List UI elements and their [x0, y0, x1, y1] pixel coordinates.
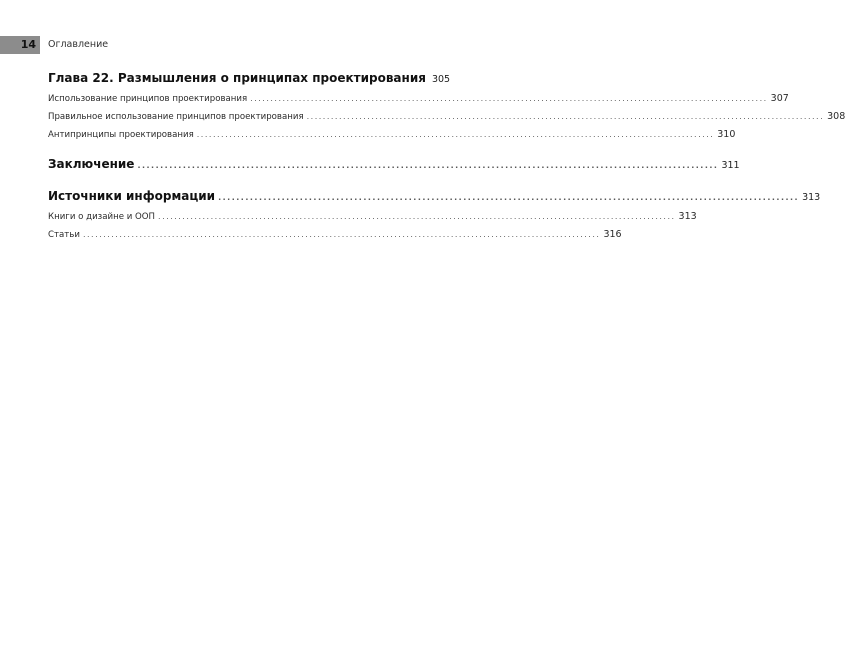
toc-entry-page: 308 — [827, 111, 845, 122]
toc-section[interactable] — [48, 226, 622, 244]
toc-chapter-22[interactable] — [48, 66, 451, 90]
toc-section[interactable] — [48, 208, 697, 226]
leader-dots: ................................................................................................................................ — [196, 130, 715, 139]
toc-entry-title: Правильное использование принципов проектирования — [48, 112, 304, 122]
page-number: 14 — [0, 36, 40, 54]
toc-entry-page: 307 — [770, 93, 789, 104]
toc-entry-page: 305 — [431, 74, 451, 85]
toc-entry-title: Антипринципы проектирования — [48, 130, 194, 140]
running-title: Оглавление — [48, 39, 109, 50]
toc-section[interactable] — [48, 90, 789, 108]
toc-entry-page: 313 — [802, 192, 821, 203]
toc-section[interactable] — [48, 126, 736, 144]
leader-dots: ................................................................................................................................ — [158, 212, 676, 221]
toc-chapter-conclusion[interactable] — [48, 152, 740, 176]
toc-entry-title: Использование принципов проектирования — [48, 94, 248, 104]
leader-dots: ................................................................................................................................ — [306, 112, 825, 121]
leader-dots: ................................................................................................................................ — [82, 230, 601, 239]
page-header — [0, 36, 474, 54]
toc-entry-page: 310 — [717, 129, 736, 140]
toc-entry-page: 316 — [603, 229, 622, 240]
toc-entry-page: 313 — [678, 211, 697, 222]
table-of-contents — [48, 66, 845, 244]
leader-dots: ................................................................................................................................ — [250, 94, 768, 103]
toc-entry-title: Статьи — [48, 230, 80, 240]
leader-dots: ................................................................................................................................ — [218, 193, 800, 202]
toc-entry-title: Книги о дизайне и ООП — [48, 212, 156, 222]
toc-entry-title: Источники информации — [48, 189, 216, 203]
toc-chapter-sources[interactable] — [48, 184, 821, 208]
toc-entry-page: 311 — [721, 160, 740, 171]
toc-section[interactable] — [48, 108, 845, 126]
leader-dots: ................................................................................................................................ — [137, 161, 719, 170]
toc-entry-title: Заключение — [48, 157, 135, 171]
toc-entry-title: Глава 22. Размышления о принципах проектирования — [48, 71, 426, 85]
